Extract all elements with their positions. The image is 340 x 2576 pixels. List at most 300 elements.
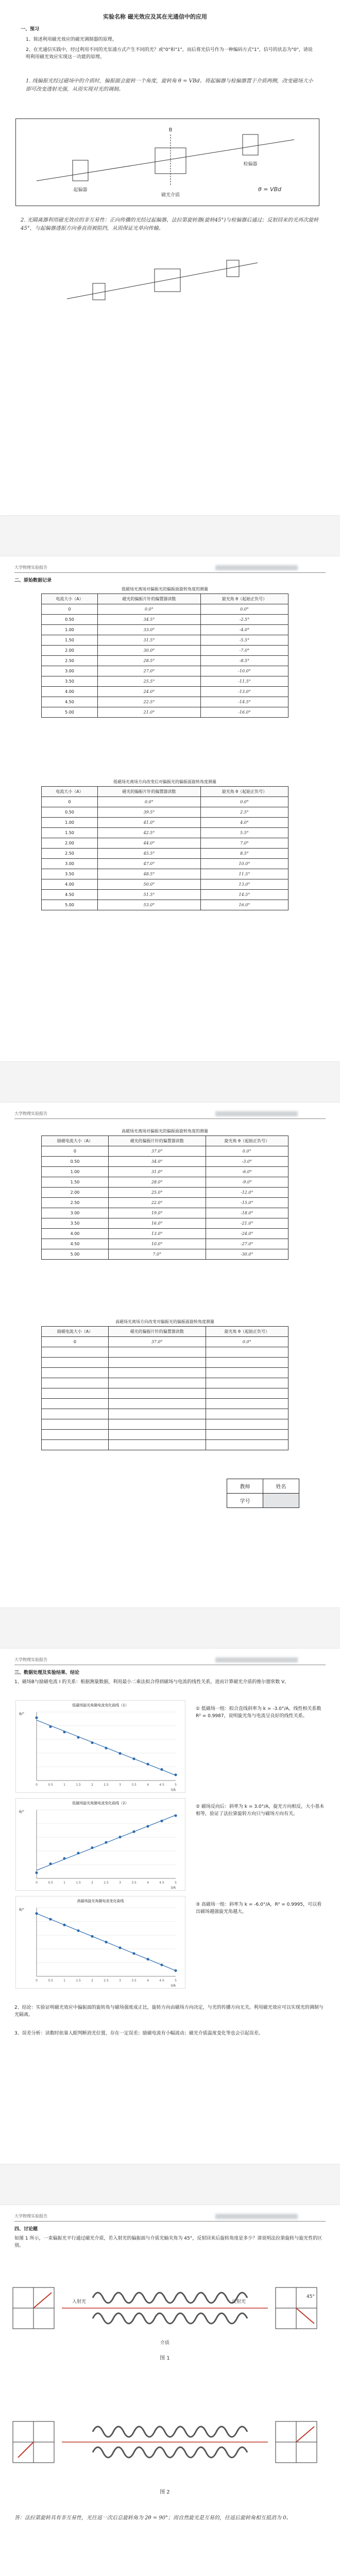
- table-cell: 3.50: [42, 869, 98, 879]
- table-cell: 45.5°: [97, 849, 200, 859]
- table-row-empty: [42, 1430, 288, 1440]
- formula-label: θ = VBd: [258, 186, 281, 193]
- figure-2-caption: 图 2: [160, 2489, 170, 2495]
- col-header: 旋光角 θ（起始正负号）: [200, 787, 288, 797]
- table-cell: 53.0°: [97, 900, 200, 910]
- question-1: 1、简述利用磁光效应的磁光调制器的原理。: [26, 37, 117, 42]
- table-cell: 39.5°: [97, 807, 200, 818]
- data-point: [77, 1852, 79, 1854]
- table-cell: 3.00: [42, 1208, 109, 1218]
- redacted-info: [215, 2214, 298, 2219]
- table-cell: 1.00: [42, 818, 98, 828]
- table-2: [41, 786, 288, 910]
- medium-label: 磁光介质: [161, 193, 180, 198]
- data-point: [35, 1912, 38, 1914]
- table-cell: [108, 1368, 206, 1378]
- x-tick-label: 4.5: [159, 1979, 164, 1982]
- chart-title: 高磁场旋光角随电流变化曲线: [77, 1899, 124, 1903]
- x-tick-label: 0.5: [48, 1881, 53, 1885]
- table-row: [42, 1337, 288, 1347]
- data-point: [49, 1918, 52, 1921]
- table-cell: 1.50: [42, 828, 98, 838]
- course-title: 大学物理实验报告: [14, 1111, 47, 1116]
- y-axis-label: θ/°: [19, 1712, 25, 1716]
- answer-2: 2. 光隔离器利用磁光效应的非互易性：正向传播的光经过起偏器、法拉第旋转器(旋转45°)与检偏器后通过；反射回来的光再次旋转45°，与起偏器透振方向垂直而被阻挡，从而保证光单向传输。: [21, 217, 319, 231]
- reflected-label: 反射光: [232, 2299, 246, 2304]
- analyzer-label: 检偏器: [243, 162, 258, 167]
- table-cell: 19.0°: [108, 1208, 206, 1218]
- report-page-1: [0, 0, 340, 515]
- table-row: [42, 646, 288, 656]
- x-tick-label: 5: [175, 1783, 177, 1787]
- table-cell: 34.0°: [108, 1157, 206, 1167]
- x-axis-label: I/A: [171, 1788, 176, 1792]
- chart-plot: [16, 1701, 186, 1793]
- table-cell: 14.5°: [200, 890, 288, 900]
- table-row: [42, 807, 288, 818]
- x-tick-label: 2.5: [104, 1783, 109, 1787]
- table-cell: [42, 1399, 109, 1409]
- table-row: [42, 869, 288, 879]
- table-cell: -11.5°: [200, 676, 288, 687]
- data-point: [118, 1752, 121, 1755]
- table-row-empty: [42, 1358, 288, 1368]
- data-point: [174, 1969, 177, 1972]
- x-tick-label: 2: [91, 1783, 93, 1787]
- chart-2: [15, 1798, 185, 1891]
- table-cell: -4.0°: [200, 625, 288, 635]
- table-cell: [42, 1440, 109, 1450]
- table-row: [42, 890, 288, 900]
- table-cell: 31.0°: [108, 1167, 206, 1177]
- report-page-2: [0, 556, 340, 1061]
- section-discussion: 四、讨论题: [14, 2227, 38, 2232]
- table-cell: 7.0°: [108, 1249, 206, 1260]
- table-cell: 34.5°: [97, 615, 200, 625]
- table-cell: 5.5°: [200, 828, 288, 838]
- table-cell: [206, 1378, 288, 1388]
- x-tick-label: 3: [119, 1979, 121, 1982]
- table-cell: 4.50: [42, 697, 98, 707]
- table-cell: 16.0°: [200, 900, 288, 910]
- table-row: [42, 676, 288, 687]
- table-cell: 16.0°: [108, 1218, 206, 1229]
- faraday-sketch-1: [16, 119, 319, 206]
- table-cell: [108, 1440, 206, 1450]
- table-cell: -21.0°: [206, 1218, 288, 1229]
- section-data: 二、原始数据记录: [14, 578, 52, 583]
- x-tick-label: 1: [63, 1881, 65, 1885]
- data-point: [91, 1935, 93, 1938]
- table-row: [42, 1146, 288, 1157]
- table-row: [42, 1188, 288, 1198]
- student-id-value: [263, 1494, 299, 1508]
- redacted-info: [215, 565, 298, 570]
- table-cell: 4.00: [42, 879, 98, 890]
- col-header: 励磁电流大小（A）: [42, 1327, 109, 1337]
- angle-label: 45°: [307, 2294, 315, 2299]
- medium-label: 介质: [160, 2341, 170, 2346]
- table-cell: 21.0°: [97, 707, 200, 718]
- y-axis-label: θ/°: [19, 1810, 25, 1814]
- chart-1: [15, 1700, 185, 1793]
- x-tick-label: 3.5: [131, 1783, 137, 1787]
- redacted-info: [215, 1111, 298, 1116]
- x-tick-label: 3.5: [131, 1881, 137, 1885]
- data-point: [174, 1814, 177, 1817]
- table-cell: [42, 1388, 109, 1399]
- data-point: [63, 1731, 65, 1733]
- data-point: [132, 1952, 135, 1955]
- table-cell: 37.0°: [108, 1146, 206, 1157]
- x-tick-label: 4.5: [159, 1783, 164, 1787]
- table-cell: 3.00: [42, 666, 98, 676]
- col-header: 旋光角 θ（起始正负号）: [206, 1136, 288, 1146]
- table-cell: 27.0°: [97, 666, 200, 676]
- col-header: 旋光角 θ（起始正负号）: [206, 1327, 288, 1337]
- table-cell: 41.0°: [97, 818, 200, 828]
- name-label: 姓名: [263, 1479, 299, 1494]
- data-point: [63, 1857, 65, 1860]
- x-tick-label: 4: [147, 1783, 149, 1787]
- incident-label: 入射光: [72, 2299, 87, 2304]
- data-point: [118, 1946, 121, 1949]
- table-row: [42, 838, 288, 849]
- x-tick-label: 2: [91, 1881, 93, 1885]
- table-cell: 0.50: [42, 615, 98, 625]
- table-cell: [206, 1347, 288, 1358]
- page-header: [14, 564, 326, 573]
- table-cell: 4.0°: [200, 818, 288, 828]
- table-cell: [108, 1347, 206, 1358]
- field-label: B: [168, 127, 173, 133]
- table-cell: [206, 1388, 288, 1399]
- col-header: 电流大小（A）: [42, 594, 98, 604]
- col-header: 磁光的偏振片针的偏置器读数: [97, 787, 200, 797]
- table-row-empty: [42, 1399, 288, 1409]
- table-cell: 13.0°: [200, 879, 288, 890]
- data-point: [91, 1741, 93, 1744]
- section-prep: 一、预习: [21, 27, 40, 32]
- x-tick-label: 1.5: [76, 1783, 81, 1787]
- page-header: [14, 1110, 326, 1119]
- data-point: [105, 1941, 107, 1943]
- data-point: [146, 1763, 149, 1766]
- table-row-empty: [42, 1440, 288, 1450]
- table-cell: 3.00: [42, 859, 98, 869]
- table-cell: 25.0°: [108, 1188, 206, 1198]
- table-cell: 2.50: [42, 849, 98, 859]
- experiment-title: 实验名称 磁光效应及其在光通信中的应用: [103, 13, 207, 20]
- table-cell: 5.00: [42, 900, 98, 910]
- table-cell: [42, 1409, 109, 1419]
- table-cell: 2.00: [42, 1188, 109, 1198]
- table-cell: [206, 1419, 288, 1430]
- table-cell: -18.0°: [206, 1208, 288, 1218]
- table-cell: -27.0°: [206, 1239, 288, 1249]
- table-cell: 0: [42, 604, 98, 615]
- table-cell: 2.50: [42, 656, 98, 666]
- data-point: [118, 1836, 121, 1838]
- table-row: [42, 707, 288, 718]
- table-cell: [42, 1430, 109, 1440]
- result-3: ③ 高磁场一组：斜率为 k = -6.0°/A，R² = 0.9995，可以看出磁场越强旋光角越大。: [196, 1902, 322, 1914]
- chart-plot: [16, 1799, 186, 1891]
- table-row-empty: [42, 1419, 288, 1430]
- x-tick-label: 2.5: [104, 1881, 109, 1885]
- table-cell: -14.5°: [200, 697, 288, 707]
- table-row-empty: [42, 1378, 288, 1388]
- table4-caption: 高磁场光离场方向改变对偏振光的偏振面旋转角度测量: [115, 1319, 214, 1324]
- table-cell: 37.0°: [108, 1337, 206, 1347]
- conclusion: 2、结论：实验证明磁光效应中偏振面的旋转角与磁场强度成正比，旋转方向由磁场方向决定，与光的传播方向无关。利用磁光效应可以实现光的调制与光隔离。: [14, 2005, 324, 2018]
- table-cell: 0.0°: [200, 797, 288, 807]
- table-cell: 10.0°: [108, 1239, 206, 1249]
- table-cell: -6.0°: [206, 1167, 288, 1177]
- table-cell: [108, 1388, 206, 1399]
- chart-title: 低磁场旋光角随电流变化曲线（1）: [72, 1703, 129, 1707]
- table-cell: 1.50: [42, 1177, 109, 1188]
- table-row: [42, 604, 288, 615]
- table-cell: [108, 1378, 206, 1388]
- table-1: [41, 594, 288, 718]
- table-row: [42, 849, 288, 859]
- table-row-empty: [42, 1388, 288, 1399]
- table-row: [42, 687, 288, 697]
- table-cell: 33.0°: [97, 625, 200, 635]
- figure-1: [10, 2262, 330, 2365]
- page-header: [14, 1656, 326, 1665]
- result-1: ① 低磁场一组：拟合直线斜率为 k = -3.0°/A，线性相关系数 R² = 0.9987，说明旋光角与电流呈良好的线性关系。: [196, 1706, 321, 1719]
- table-row: [42, 900, 288, 910]
- table-row: [42, 615, 288, 625]
- table-row: [42, 697, 288, 707]
- table-row: [42, 797, 288, 807]
- table-cell: [206, 1368, 288, 1378]
- table-cell: [108, 1430, 206, 1440]
- x-tick-label: 0.5: [48, 1783, 53, 1787]
- redacted-info: [215, 1657, 298, 1663]
- x-tick-label: 1: [63, 1783, 65, 1787]
- result-2: ② 磁场反向后：斜率为 k = 3.0°/A，旋光方向相反，大小基本相等，验证了法拉第旋转方向只与磁场方向有关。: [196, 1804, 325, 1817]
- table-row-empty: [42, 1368, 288, 1378]
- col-header: 磁光的偏振片针的偏置器读数: [108, 1136, 206, 1146]
- table-cell: 22.0°: [108, 1198, 206, 1208]
- x-tick-label: 2.5: [104, 1979, 109, 1982]
- table-cell: [42, 1368, 109, 1378]
- table-cell: 0: [42, 797, 98, 807]
- table-cell: 5.00: [42, 707, 98, 718]
- col-header: 磁光的偏振片针的偏置器读数: [108, 1327, 206, 1337]
- table-row: [42, 635, 288, 646]
- chart-plot: [16, 1896, 186, 1989]
- table-cell: -8.5°: [200, 656, 288, 666]
- data-point: [49, 1725, 52, 1728]
- table-cell: 2.5°: [200, 807, 288, 818]
- table-row: [42, 656, 288, 666]
- processing-intro: 1、磁场B与励磁电流 I 的关系：根据测量数据，利用最小二乘法拟合得到磁场与电流的线性关系，进而计算磁光介质的维尔德常数 V。: [14, 1680, 290, 1685]
- table-3: [41, 1136, 288, 1260]
- section-processing: 三、数据处理及实验结果、结论: [14, 1670, 80, 1675]
- chart-title: 低磁场旋光角随电流变化曲线（2）: [72, 1801, 129, 1805]
- data-point: [160, 1963, 163, 1966]
- table-cell: [108, 1358, 206, 1368]
- table-row: [42, 1229, 288, 1239]
- table-cell: 0.0°: [200, 604, 288, 615]
- table-cell: 0.0°: [206, 1337, 288, 1347]
- data-point: [105, 1841, 107, 1843]
- table-cell: 48.5°: [97, 869, 200, 879]
- table-cell: 1.00: [42, 625, 98, 635]
- student-id-label: 学号: [227, 1494, 263, 1508]
- answer-1: 1. 线偏振光经过磁场中的介质时，偏振面会旋转一个角度，旋转角 θ = VBd。将起偏器与检偏器置于介质两侧，改变磁场大小即可改变透射光强，从而实现对光的调制。: [26, 78, 313, 92]
- table-cell: [108, 1409, 206, 1419]
- table-cell: 51.5°: [97, 890, 200, 900]
- report-page-4: [0, 1649, 340, 2164]
- x-tick-label: 2: [91, 1979, 93, 1982]
- table-row: [42, 879, 288, 890]
- table-cell: 47.0°: [97, 859, 200, 869]
- table-4: [41, 1326, 288, 1450]
- page-header: [14, 2212, 326, 2222]
- table-row-empty: [42, 1409, 288, 1419]
- table-row-empty: [42, 1347, 288, 1358]
- table-cell: 25.5°: [97, 676, 200, 687]
- table-cell: 8.5°: [200, 849, 288, 859]
- table-cell: [108, 1399, 206, 1409]
- data-point: [35, 1871, 38, 1874]
- course-title: 大学物理实验报告: [14, 565, 47, 570]
- table-cell: [42, 1419, 109, 1430]
- col-header: 励磁电流大小（A）: [42, 1136, 109, 1146]
- signature-box: [227, 1479, 299, 1508]
- table-cell: 3.50: [42, 1218, 109, 1229]
- table-cell: 7.0°: [200, 838, 288, 849]
- table-row: [42, 1239, 288, 1249]
- table-cell: -3.0°: [206, 1157, 288, 1167]
- data-point: [91, 1846, 93, 1849]
- table-cell: 24.0°: [97, 687, 200, 697]
- data-point: [63, 1924, 65, 1926]
- table-cell: 11.5°: [200, 869, 288, 879]
- table-cell: 5.00: [42, 1249, 109, 1260]
- data-point: [146, 1958, 149, 1960]
- x-tick-label: 4: [147, 1979, 149, 1982]
- table-cell: 44.0°: [97, 838, 200, 849]
- table-cell: -12.0°: [206, 1188, 288, 1198]
- error-analysis: 3、误差分析：读数时依靠人眼判断消光位置，存在一定误差；励磁电流有小幅波动；磁光介质温度变化等也会引起误差。: [14, 2031, 263, 2036]
- table-cell: 0.0°: [97, 797, 200, 807]
- table-cell: 30.0°: [97, 646, 200, 656]
- course-title: 大学物理实验报告: [14, 1657, 47, 1662]
- table-row: [42, 1167, 288, 1177]
- table-cell: [206, 1430, 288, 1440]
- data-point: [160, 1768, 163, 1771]
- table-cell: -24.0°: [206, 1229, 288, 1239]
- table-row: [42, 859, 288, 869]
- x-axis-label: I/A: [171, 1984, 176, 1988]
- x-axis-label: I/A: [171, 1886, 176, 1890]
- course-title: 大学物理实验报告: [14, 2214, 47, 2218]
- table-cell: -9.0°: [206, 1177, 288, 1188]
- discussion-answer: 答：法拉第旋转具有非互易性，光往返一次后总旋转角为 2θ = 90°；而自然旋光是互易的，往返后旋转角相互抵消为 0。: [14, 2515, 292, 2521]
- table-cell: 0.0°: [97, 604, 200, 615]
- x-tick-label: 4.5: [159, 1881, 164, 1885]
- x-tick-label: 4: [147, 1881, 149, 1885]
- table-cell: 4.50: [42, 890, 98, 900]
- table-cell: 3.50: [42, 676, 98, 687]
- table-cell: -16.0°: [200, 707, 288, 718]
- table-cell: 2.00: [42, 838, 98, 849]
- table-cell: [206, 1440, 288, 1450]
- table-cell: 0.50: [42, 807, 98, 818]
- x-tick-label: 0.5: [48, 1979, 53, 1982]
- table-cell: [42, 1358, 109, 1368]
- table-cell: [206, 1399, 288, 1409]
- x-tick-label: 5: [175, 1979, 177, 1982]
- table-cell: -15.0°: [206, 1198, 288, 1208]
- report-page-5: [0, 2205, 340, 2576]
- table-cell: 1.50: [42, 635, 98, 646]
- table-cell: [206, 1409, 288, 1419]
- table-cell: 28.5°: [97, 656, 200, 666]
- table-cell: 42.5°: [97, 828, 200, 838]
- col-header: 旋光角 θ（起始正负号）: [200, 594, 288, 604]
- data-point: [160, 1820, 163, 1822]
- table-cell: [42, 1378, 109, 1388]
- table-cell: 28.0°: [108, 1177, 206, 1188]
- table-row: [42, 828, 288, 838]
- table-cell: 10.0°: [200, 859, 288, 869]
- chart-3: [15, 1896, 185, 1989]
- x-tick-label: 1.5: [76, 1881, 81, 1885]
- data-point: [132, 1831, 135, 1833]
- table-cell: [42, 1347, 109, 1358]
- table-cell: 13.0°: [108, 1229, 206, 1239]
- table-cell: -30.0°: [206, 1249, 288, 1260]
- data-point: [105, 1747, 107, 1749]
- x-tick-label: 3: [119, 1783, 121, 1787]
- data-point: [132, 1757, 135, 1760]
- table-cell: -10.0°: [200, 666, 288, 676]
- data-point: [49, 1862, 52, 1865]
- polarizer-label: 起偏器: [73, 188, 88, 193]
- table-cell: -13.0°: [200, 687, 288, 697]
- x-tick-label: 0: [36, 1783, 38, 1787]
- table-cell: 0: [42, 1337, 109, 1347]
- table-cell: 2.50: [42, 1198, 109, 1208]
- table-cell: [206, 1358, 288, 1368]
- discussion-question: 如图 1 所示，一束偏振光平行通过磁光介质，若入射光的偏振面与介质光轴夹角为 45°，反射回来后旋转角度是多少？请说明法拉第旋转与旋光性的区别。: [14, 2236, 322, 2248]
- table-cell: -5.5°: [200, 635, 288, 646]
- table-cell: 22.5°: [97, 697, 200, 707]
- table-cell: 50.0°: [97, 879, 200, 890]
- table-cell: 2.00: [42, 646, 98, 656]
- col-header: 电流大小（A）: [42, 787, 98, 797]
- table2-caption: 低磁场光离场方向改变后对偏振光的偏振面旋转角度测量: [113, 779, 216, 784]
- table-row: [42, 1249, 288, 1260]
- table-cell: 0: [42, 1146, 109, 1157]
- table1-caption: 低磁场光离场对偏振光的偏振面旋转角度的测量: [122, 587, 208, 591]
- x-tick-label: 0: [36, 1979, 38, 1982]
- x-tick-label: 1: [63, 1979, 65, 1982]
- table-cell: 31.5°: [97, 635, 200, 646]
- data-point: [146, 1825, 149, 1827]
- table-cell: 4.00: [42, 1229, 109, 1239]
- table-cell: 4.50: [42, 1239, 109, 1249]
- question-2: 2、在光通信实践中，经过利用不同的光泵浦方式产生不同的光？或"0"和"1"，而后将光信号作为一种编码方式"1"，信号的状态为"0"，请说明利用磁光效应实现这一功能的原理。: [26, 47, 313, 60]
- table-cell: 1.00: [42, 1167, 109, 1177]
